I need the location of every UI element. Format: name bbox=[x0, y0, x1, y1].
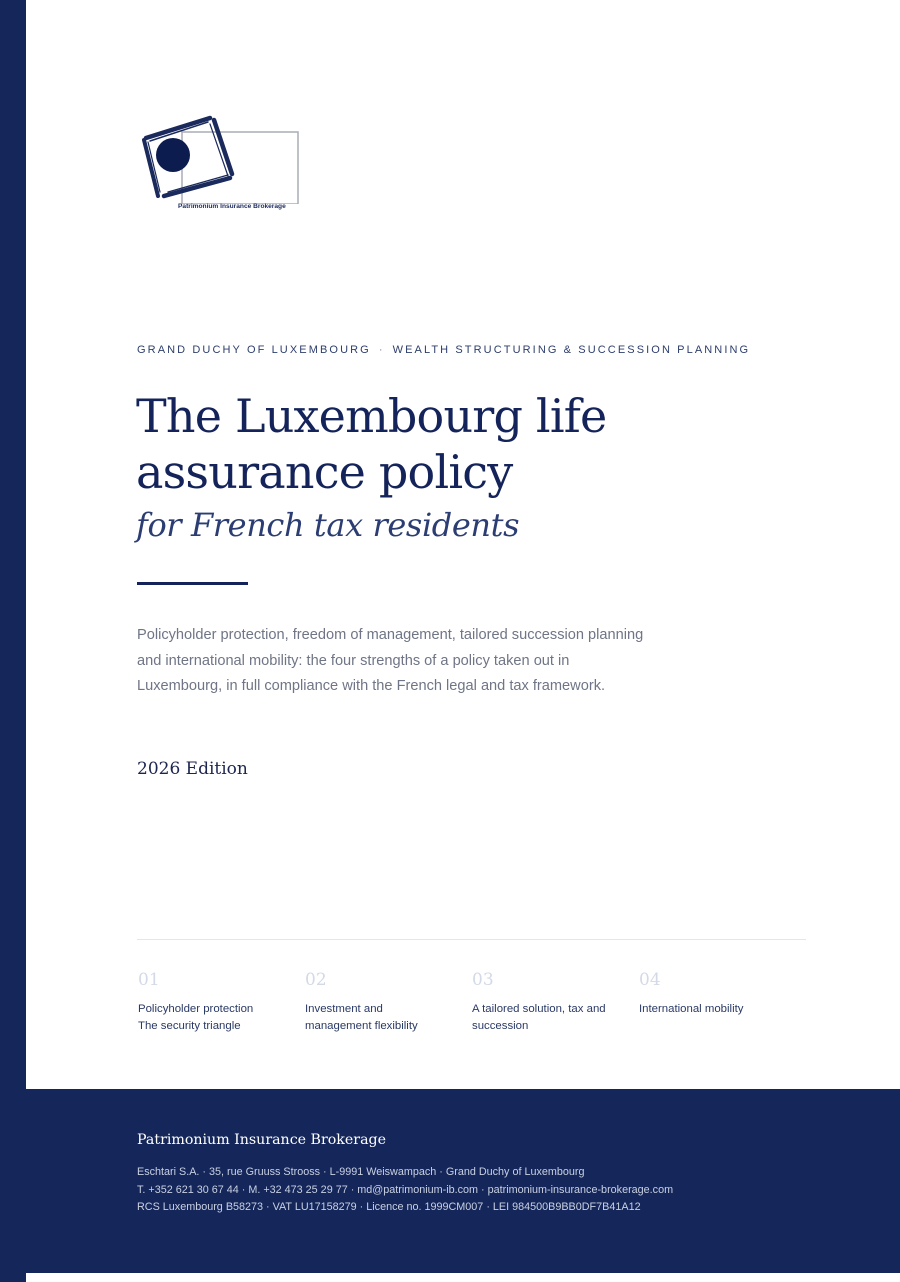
strengths-list bbox=[138, 968, 818, 1048]
strength-item-2 bbox=[305, 968, 465, 1035]
kicker-separator: · bbox=[378, 344, 385, 356]
strength-number: 02 bbox=[305, 970, 327, 990]
intro-paragraph: Policyholder protection, freedom of management, tailored succession planning and international mobility: the four strengths of a policy taken out in Luxembourg, in full compliance with the French legal and tax framework. bbox=[137, 627, 644, 694]
strength-number: 01 bbox=[138, 970, 160, 990]
company-logo bbox=[138, 108, 302, 216]
strength-number: 04 bbox=[639, 970, 661, 990]
strength-item-3 bbox=[472, 968, 632, 1035]
kicker-location: GRAND DUCHY OF LUXEMBOURG bbox=[137, 344, 371, 356]
edition-label: 2026 Edition bbox=[137, 759, 248, 779]
section-divider bbox=[137, 939, 806, 940]
strength-label: A tailored solution, tax and succession bbox=[472, 1003, 606, 1032]
logo-caption: Patrimonium Insurance Brokerage bbox=[178, 203, 286, 210]
strength-number: 03 bbox=[472, 970, 494, 990]
footer bbox=[26, 1089, 900, 1273]
title-underline-rule bbox=[137, 582, 248, 585]
strength-item-1 bbox=[138, 968, 298, 1035]
title-line-2: assurance policy bbox=[136, 445, 513, 499]
strength-label: Investment and management flexibility bbox=[305, 1003, 418, 1032]
logo-mark-icon bbox=[138, 108, 302, 204]
kicker-line bbox=[137, 344, 750, 356]
footer-registration-line: RCS Luxembourg B58273 · VAT LU17158279 · Licence no. 1999CM007 · LEI 984500B9BB0DF7B41A12 bbox=[137, 1201, 641, 1213]
footer-brand: Patrimonium Insurance Brokerage bbox=[137, 1132, 387, 1148]
kicker-topic: WEALTH STRUCTURING & SUCCESSION PLANNING bbox=[392, 344, 751, 356]
footer-contact-block bbox=[137, 1164, 673, 1217]
strength-item-4 bbox=[639, 968, 799, 1018]
title-line-1: The Luxembourg life bbox=[136, 389, 607, 443]
page-subtitle: for French tax residents bbox=[136, 506, 520, 544]
strength-label: Policyholder protection The security triangle bbox=[138, 1003, 254, 1032]
footer-contact-line: T. +352 621 30 67 44 · M. +32 473 25 29 77 · md@patrimonium-ib.com · patrimonium-insurance-brokerage.com bbox=[137, 1183, 674, 1196]
footer-address-line: Eschtari S.A. · 35, rue Gruuss Strooss · L-9991 Weiswampach · Grand Duchy of Luxembourg bbox=[137, 1166, 585, 1178]
page-title bbox=[136, 388, 756, 500]
left-accent-band bbox=[0, 0, 26, 1282]
strength-label: International mobility bbox=[639, 1003, 744, 1015]
